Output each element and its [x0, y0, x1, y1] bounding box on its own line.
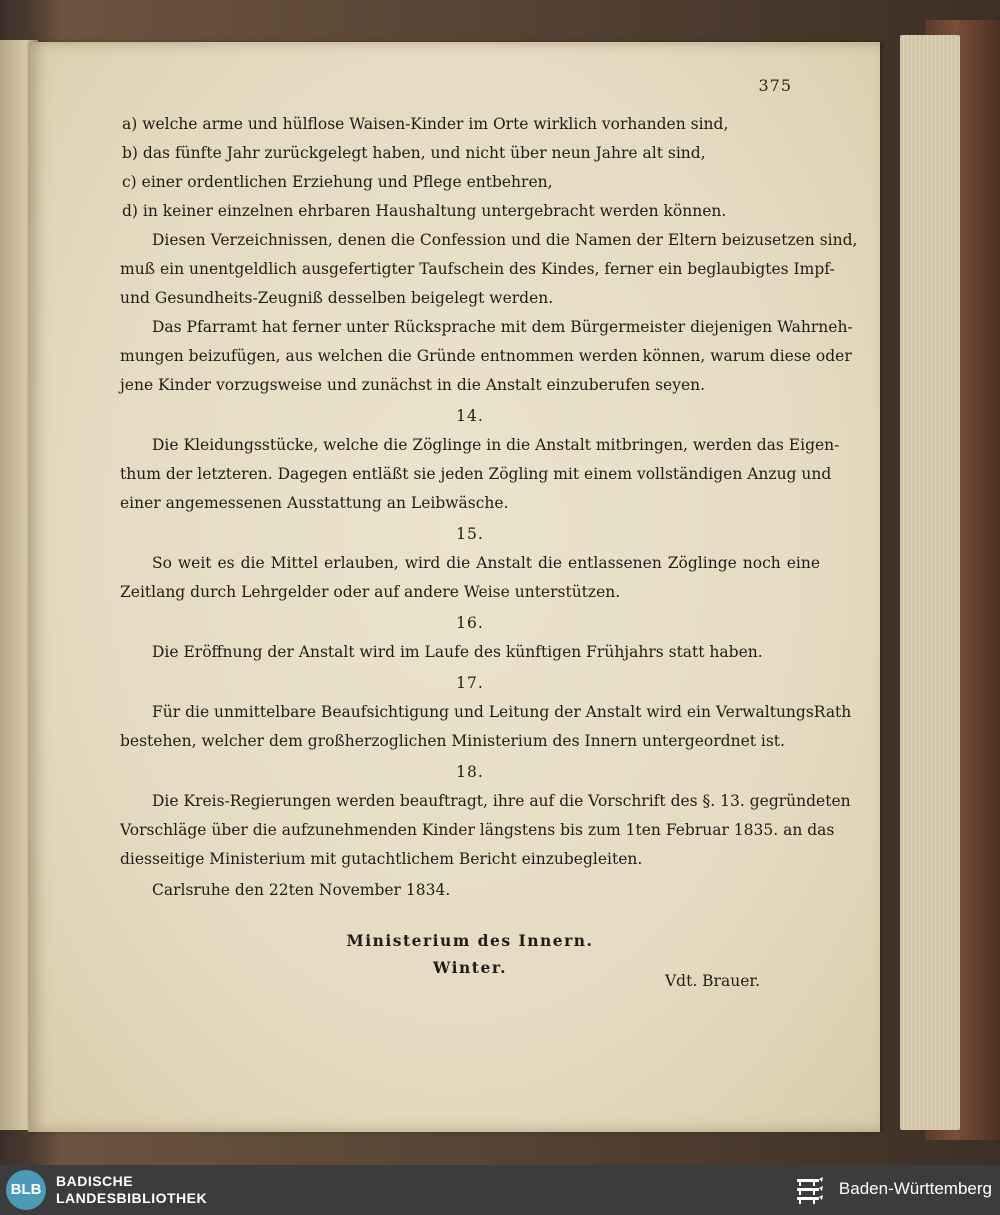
- ministry-name: Ministerium des Innern.: [346, 931, 594, 950]
- paragraph-line: muß ein unentgeldlich ausgefertigter Taufschein des Kindes, ferner ein beglaubigtes Impf-: [120, 260, 835, 278]
- list-item-c: c) einer ordentlichen Erziehung und Pflege entbehren,: [122, 173, 553, 191]
- section-number: 18.: [456, 763, 484, 781]
- list-item-b: b) das fünfte Jahr zurückgelegt haben, und nicht über neun Jahre alt sind,: [122, 144, 706, 162]
- signer-name: Winter.: [433, 958, 507, 977]
- paragraph-line: So weit es die Mittel erlauben, wird die Anstalt die entlassenen Zöglinge noch eine: [152, 554, 820, 572]
- paragraph-line: Die Kleidungsstücke, welche die Zöglinge in die Anstalt mitbringen, werden das Eigen-: [152, 436, 840, 454]
- paragraph-line: Das Pfarramt hat ferner unter Rücksprache mit dem Bürgermeister diejenigen Wahrneh-: [152, 318, 853, 336]
- list-item-a: a) welche arme und hülflose Waisen-Kinder im Orte wirklich vorhanden sind,: [122, 115, 729, 133]
- page-stack-edge: [900, 35, 960, 1130]
- paragraph-line: Für die unmittelbare Beaufsichtigung und Leitung der Anstalt wird ein VerwaltungsRath: [152, 703, 852, 721]
- paragraph-line: Die Eröffnung der Anstalt wird im Laufe des künftigen Frühjahrs statt haben.: [152, 643, 763, 661]
- library-name-line2: LANDESBIBLIOTHEK: [56, 1190, 208, 1206]
- baden-wuerttemberg-lions-icon: [793, 1174, 825, 1206]
- paragraph-line: und Gesundheits-Zeugniß desselben beigelegt werden.: [120, 289, 554, 307]
- date-line: Carlsruhe den 22ten November 1834.: [152, 881, 451, 899]
- section-number: 15.: [456, 525, 484, 543]
- paragraph-line: Zeitlang durch Lehrgelder oder auf andere Weise unterstützen.: [120, 583, 621, 601]
- section-number: 17.: [456, 674, 484, 692]
- paragraph-line: Diesen Verzeichnissen, denen die Confession und die Namen der Eltern beizusetzen sind,: [152, 231, 858, 249]
- vidit-signature: Vdt. Brauer.: [664, 972, 760, 990]
- paragraph-line: Vorschläge über die aufzunehmenden Kinder längstens bis zum 1ten Februar 1835. an das: [120, 821, 835, 839]
- list-item-d: d) in keiner einzelnen ehrbaren Haushaltung untergebracht werden können.: [122, 202, 727, 220]
- paragraph-line: bestehen, welcher dem großherzoglichen Ministerium des Innern untergeordnet ist.: [120, 732, 785, 750]
- paragraph-line: einer angemessenen Ausstattung an Leibwäsche.: [120, 494, 509, 512]
- paragraph-line: jene Kinder vorzugsweise und zunächst in die Anstalt einzuberufen seyen.: [120, 376, 706, 394]
- paragraph-line: thum der letzteren. Dagegen entläßt sie jeden Zögling mit einem vollständigen Anzug und: [120, 465, 832, 483]
- paragraph-line: diesseitige Ministerium mit gutachtlichem Bericht einzubegleiten.: [120, 850, 643, 868]
- paragraph-line: Die Kreis-Regierungen werden beauftragt, ihre auf die Vorschrift des §. 13. gegründeten: [152, 792, 851, 810]
- paragraph-line: mungen beizufügen, aus welchen die Gründe entnommen werden können, warum diese oder: [120, 347, 852, 365]
- document-page: [28, 42, 880, 1132]
- section-number: 14.: [456, 407, 484, 425]
- page-number: 375: [758, 76, 792, 95]
- blb-logo[interactable]: BLB: [6, 1170, 46, 1210]
- footer-bar: [0, 1165, 1000, 1215]
- state-name[interactable]: Baden-Württemberg: [838, 1179, 992, 1198]
- section-number: 16.: [456, 614, 484, 632]
- page-text: [120, 110, 858, 981]
- library-name-line1: BADISCHE: [56, 1173, 134, 1189]
- library-name: [56, 1173, 207, 1207]
